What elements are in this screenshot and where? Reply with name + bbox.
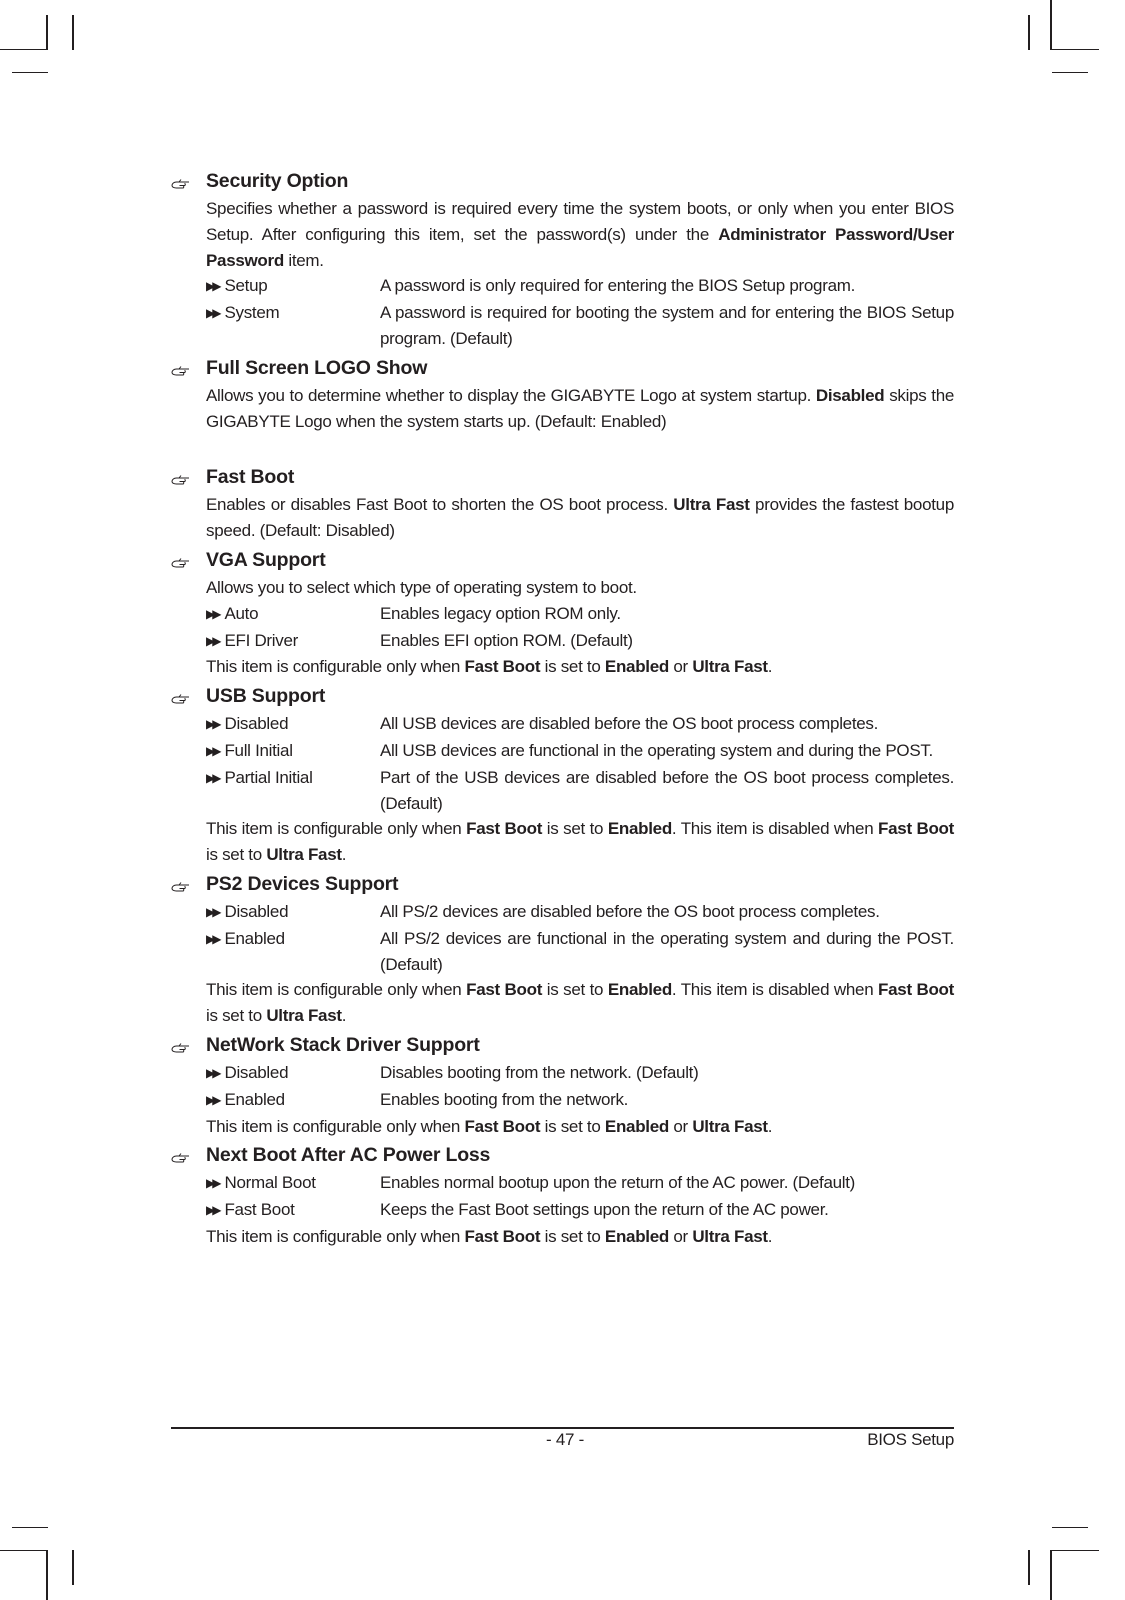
option-description: All USB devices are functional in the operating system and during the POST. — [380, 740, 933, 760]
option-row — [206, 711, 954, 738]
pointing-hand-icon — [171, 1036, 191, 1050]
section-description — [206, 492, 954, 544]
option-label: Enabled — [224, 928, 285, 948]
text-run: is set to — [540, 1116, 605, 1136]
text-run: Enables or disables Fast Boot to shorten the OS boot process. — [206, 495, 674, 515]
section-fast-boot — [171, 464, 954, 544]
bold-term: Ultra Fast — [692, 657, 768, 677]
option-row — [206, 1170, 954, 1197]
text-run: . — [767, 1226, 773, 1246]
pointing-hand-icon — [171, 687, 191, 701]
bold-term: Fast Boot — [466, 980, 543, 1000]
page-number: - 47 - — [546, 1430, 584, 1449]
option-label: Disabled — [224, 714, 289, 734]
bold-term: Ultra Fast — [266, 845, 342, 865]
text-run: or — [668, 1226, 693, 1246]
text-run: is set to — [540, 657, 605, 677]
section-title: Next Boot After AC Power Loss — [206, 1144, 491, 1167]
footer-rule — [171, 1427, 954, 1429]
bold-term: Enabled — [607, 819, 672, 839]
text-run: . This item is disabled when — [671, 980, 879, 1000]
section-description — [206, 383, 954, 435]
option-row — [206, 1197, 954, 1224]
bold-term: Enabled — [604, 657, 669, 677]
section-title: USB Support — [206, 685, 326, 708]
text-run: skips the GIGABYTE Logo when the system starts up. (Default: Enabled) — [206, 385, 955, 431]
option-row — [206, 926, 954, 978]
bold-term: Fast Boot — [878, 819, 954, 839]
bold-term: Disabled — [815, 385, 885, 405]
bold-term: Enabled — [604, 1116, 669, 1136]
text-run: . — [767, 1116, 773, 1136]
text-run: is set to — [540, 1226, 605, 1246]
text-run: Specifies whether a password is required every time the system boots, or only when you enter BIOS Setup. After configuring this item, set the password(s) under the — [206, 199, 954, 244]
double-arrow-icon: ▶▶ — [206, 279, 219, 294]
configurable-note — [206, 1224, 954, 1250]
page-content — [171, 168, 954, 1253]
option-description: All PS/2 devices are disabled before the OS boot process completes. — [380, 901, 880, 921]
bold-term: Enabled — [607, 980, 672, 1000]
option-description: Enables legacy option ROM only. — [380, 603, 621, 623]
text-run: This item is configurable only when — [206, 1226, 465, 1246]
text-run: item. — [283, 250, 324, 270]
option-label-cell — [206, 711, 380, 738]
configurable-note — [206, 816, 954, 868]
text-run: This item is configurable only when — [206, 980, 467, 1000]
section-title: Security Option — [206, 170, 349, 192]
option-description: Enables normal bootup upon the return of the AC power. (Default) — [380, 1173, 856, 1193]
text-run: This item is configurable only when — [206, 819, 467, 839]
section-title: VGA Support — [206, 548, 326, 571]
text-run: . — [767, 657, 773, 677]
section-security-option — [171, 168, 954, 352]
bold-term: Ultra Fast — [692, 1226, 768, 1246]
option-label: Enabled — [224, 1089, 285, 1109]
double-arrow-icon: ▶▶ — [206, 606, 219, 621]
double-arrow-icon: ▶▶ — [206, 717, 219, 732]
option-row — [206, 273, 954, 300]
option-description: Part of the USB devices are disabled before the OS boot process completes. (Default) — [380, 767, 954, 813]
configurable-note — [206, 654, 954, 680]
text-run: is set to — [542, 980, 608, 1000]
option-label-cell — [206, 899, 380, 926]
bold-term: Administrator Password/User Password — [206, 224, 954, 270]
bold-term: Fast Boot — [878, 980, 954, 1000]
option-label-cell — [206, 273, 380, 300]
double-arrow-icon: ▶▶ — [206, 306, 219, 321]
option-description: Keeps the Fast Boot settings upon the return of the AC power. — [380, 1200, 829, 1220]
option-label: Normal Boot — [224, 1173, 316, 1193]
option-label-cell — [206, 1170, 380, 1197]
text-run: is set to — [206, 1006, 267, 1026]
option-row — [206, 628, 954, 655]
pointing-hand-icon — [171, 468, 191, 482]
section-title: Full Screen LOGO Show — [206, 356, 428, 379]
option-description: Enables EFI option ROM. (Default) — [380, 630, 633, 650]
text-run: provides the fastest bootup speed. (Default: Disabled) — [206, 495, 954, 541]
section-description — [206, 575, 954, 601]
bold-term: Fast Boot — [464, 1226, 541, 1246]
bold-term: Ultra Fast — [266, 1006, 342, 1026]
section-ps2-devices-support — [171, 871, 954, 1029]
configurable-note — [206, 1114, 954, 1140]
text-run: . — [341, 845, 347, 865]
bold-term: Fast Boot — [466, 819, 543, 839]
option-label-cell — [206, 765, 380, 817]
option-description: All USB devices are disabled before the OS boot process completes. — [380, 714, 879, 734]
pointing-hand-icon — [171, 359, 191, 373]
bold-term: Ultra Fast — [673, 495, 750, 515]
option-row — [206, 1060, 954, 1087]
double-arrow-icon: ▶▶ — [206, 931, 219, 946]
option-label: Partial Initial — [224, 767, 313, 787]
section-usb-support — [171, 683, 954, 868]
option-label: Disabled — [224, 901, 289, 921]
pointing-hand-icon — [171, 875, 191, 889]
text-run: or — [668, 657, 693, 677]
option-label: EFI Driver — [224, 630, 298, 650]
option-label: Disabled — [224, 1062, 289, 1082]
section-title: PS2 Devices Support — [206, 872, 399, 895]
pointing-hand-icon — [171, 551, 191, 565]
double-arrow-icon: ▶▶ — [206, 1176, 219, 1191]
option-description: All PS/2 devices are functional in the operating system and during the POST. (Default) — [380, 928, 954, 974]
option-label-cell — [206, 300, 380, 352]
double-arrow-icon: ▶▶ — [206, 1092, 219, 1107]
option-description: Disables booting from the network. (Default) — [380, 1062, 699, 1082]
section-title: Fast Boot — [206, 466, 295, 489]
text-run: is set to — [206, 845, 267, 865]
option-label-cell — [206, 601, 380, 628]
double-arrow-icon: ▶▶ — [206, 1065, 219, 1080]
option-label: Setup — [224, 276, 268, 296]
double-arrow-icon: ▶▶ — [206, 633, 219, 648]
option-label-cell — [206, 926, 380, 978]
configurable-note — [206, 977, 954, 1029]
text-run: . This item is disabled when — [671, 819, 879, 839]
section-title: NetWork Stack Driver Support — [206, 1033, 480, 1056]
double-arrow-icon: ▶▶ — [206, 770, 219, 785]
double-arrow-icon: ▶▶ — [206, 1203, 219, 1218]
option-row — [206, 300, 954, 352]
text-run: is set to — [542, 819, 608, 839]
section-full-screen-logo-show — [171, 355, 954, 435]
section-next-boot-after-ac-power-loss — [171, 1142, 954, 1249]
option-label: Full Initial — [224, 740, 293, 760]
text-run: Allows you to determine whether to display the GIGABYTE Logo at system startup. — [206, 385, 816, 405]
bold-term: Fast Boot — [464, 1116, 541, 1136]
bold-term: Ultra Fast — [692, 1116, 768, 1136]
text-run: This item is configurable only when — [206, 657, 465, 677]
section-description — [206, 196, 954, 273]
double-arrow-icon: ▶▶ — [206, 743, 219, 758]
pointing-hand-icon — [171, 172, 191, 186]
option-label-cell — [206, 1060, 380, 1087]
section-vga-support — [171, 547, 954, 680]
option-label: Fast Boot — [224, 1200, 295, 1220]
option-row — [206, 738, 954, 765]
text-run: . — [341, 1006, 347, 1026]
option-row — [206, 765, 954, 817]
text-run: Allows you to select which type of operating system to boot. — [206, 577, 637, 597]
option-label: Auto — [224, 603, 259, 623]
option-label: System — [224, 303, 280, 323]
option-description: Enables booting from the network. — [380, 1089, 629, 1109]
section-network-stack-driver-support — [171, 1032, 954, 1139]
pointing-hand-icon — [171, 1146, 191, 1160]
option-label-cell — [206, 628, 380, 655]
option-description: A password is required for booting the system and for entering the BIOS Setup program. (Default) — [380, 303, 954, 348]
option-label-cell — [206, 1197, 380, 1224]
option-label-cell — [206, 1087, 380, 1114]
option-description: A password is only required for entering the BIOS Setup program. — [380, 276, 856, 296]
option-row — [206, 1087, 954, 1114]
bold-term: Fast Boot — [464, 657, 541, 677]
option-row — [206, 601, 954, 628]
bold-term: Enabled — [604, 1226, 669, 1246]
option-row — [206, 899, 954, 926]
footer-title: BIOS Setup — [867, 1430, 954, 1449]
text-run: This item is configurable only when — [206, 1116, 465, 1136]
double-arrow-icon: ▶▶ — [206, 904, 219, 919]
text-run: or — [668, 1116, 693, 1136]
option-label-cell — [206, 738, 380, 765]
